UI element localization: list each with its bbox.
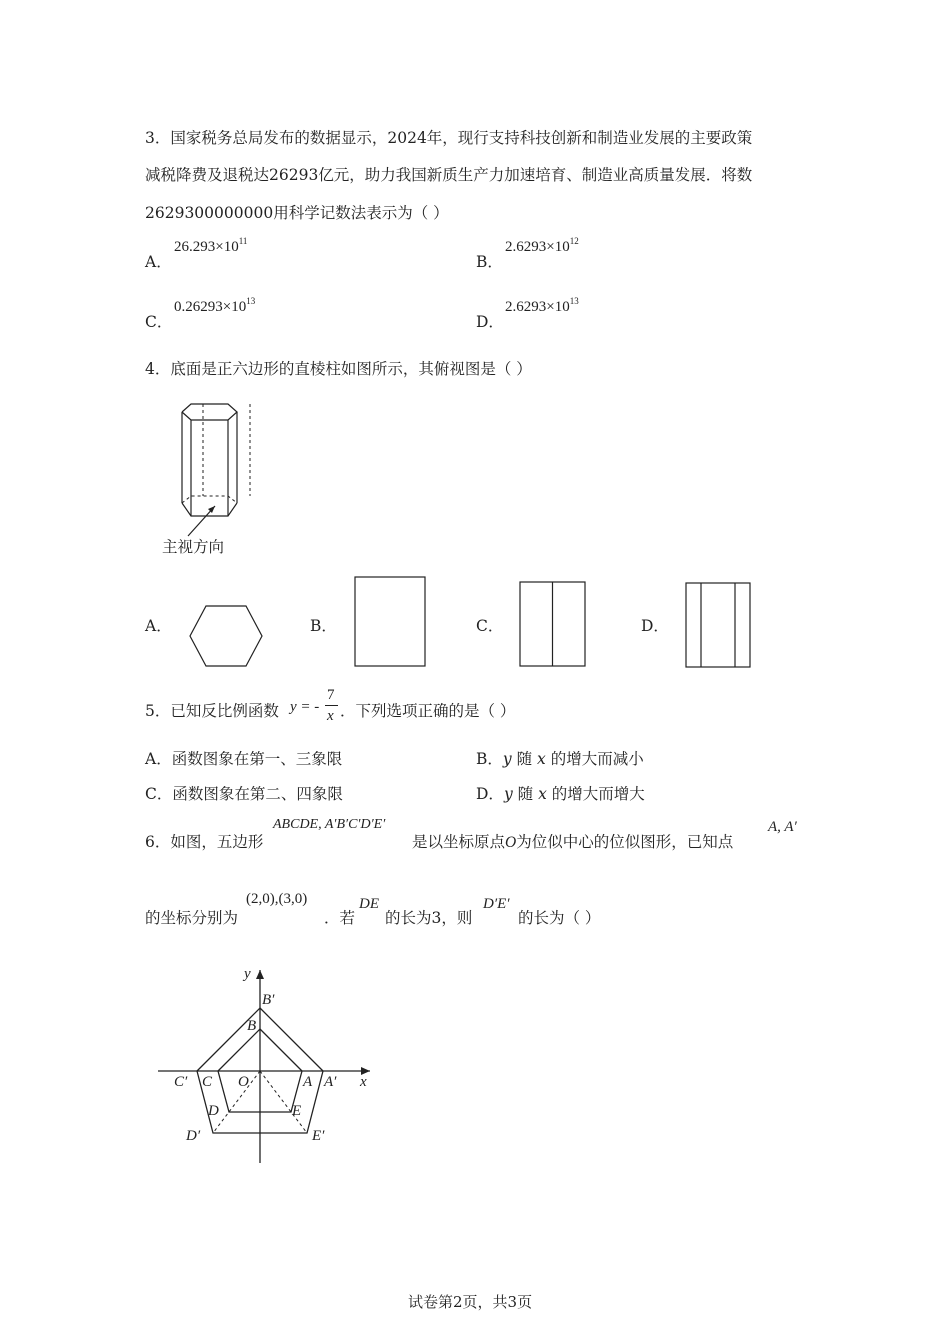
q5-option-c: C．函数图象在第二、四象限 — [145, 785, 343, 803]
fig-label-c-prime: C′ — [174, 1074, 188, 1090]
q5-stem-before: 5．已知反比例函数 — [145, 702, 279, 720]
q4-option-c-rectangle — [519, 581, 589, 671]
q6-points: A, A′ — [768, 819, 797, 835]
hexagonal-prism-figure — [170, 398, 290, 528]
fig-label-b: B — [247, 1018, 257, 1034]
q5-option-a: A．函数图象在第一、三象限 — [145, 750, 343, 768]
q4-option-a-label: A． — [145, 617, 172, 635]
q6-pentagons: ABCDE, A′B′C′D′E′ — [273, 817, 386, 832]
page-footer: 试卷第2页，共3页 — [408, 1293, 533, 1311]
q6-part-1: 6．如图，五边形 — [145, 833, 264, 851]
fig-label-e: E — [292, 1103, 302, 1119]
fig-label-e-prime: E′ — [312, 1128, 325, 1144]
q6-coords: (2,0),(3,0) — [246, 891, 308, 907]
fig-label-a-prime: A′ — [324, 1074, 337, 1090]
q4-option-b-label: B． — [310, 617, 337, 635]
q5-formula-lhs: y = - — [290, 699, 320, 715]
fig-label-d-prime: D′ — [186, 1128, 201, 1144]
q4-option-d-rectangle — [685, 582, 755, 672]
q5-option-b: B．y 随 x 的增大而减小 — [476, 750, 644, 768]
q3-option-c-value: $0.26293\times 10^{13}$ — [174, 296, 256, 315]
q6-part-6: 的长为3，则 — [385, 909, 473, 927]
q6-part-4: 的坐标分别为 — [145, 909, 239, 927]
q3-option-a-label: A． — [145, 253, 172, 271]
q6-part-5: ．若 — [324, 909, 356, 927]
q6-pentagon-figure — [150, 958, 390, 1178]
q5-numerator: 7 — [327, 687, 335, 703]
q6-seg-de-prime: D′E′ — [483, 896, 510, 912]
q5-fraction-bar — [325, 705, 338, 706]
q3-option-b-label: B． — [476, 253, 503, 271]
fig-label-y: y — [244, 966, 251, 982]
q3-line-2: 减税降费及退税达26293亿元，助力我国新质生产力加速培育、制造业高质量发展．将数 — [145, 166, 753, 184]
fig-label-b-prime: B′ — [262, 992, 275, 1008]
q4-caption: 主视方向 — [162, 538, 225, 556]
q4-option-b-rectangle — [354, 576, 429, 671]
fig-label-x: x — [360, 1074, 367, 1090]
q3-option-c-label: C． — [145, 313, 173, 331]
q3-option-a-value: $26.293\times 10^{11}$ — [174, 236, 248, 255]
q3-line-1: 3．国家税务总局发布的数据显示，2024年，现行支持科技创新和制造业发展的主要政策 — [145, 129, 753, 147]
fig-label-a: A — [303, 1074, 313, 1090]
q3-option-d-label: D． — [476, 313, 504, 331]
q5-option-d: D．y 随 x 的增大而增大 — [476, 785, 645, 803]
q4-option-c-label: C． — [476, 617, 504, 635]
q3-option-d-value: $2.6293\times 10^{13}$ — [505, 296, 579, 315]
fig-label-o: O — [238, 1074, 249, 1090]
q5-denominator: x — [327, 708, 334, 724]
q3-line-3: 2629300000000用科学记数法表示为（ ） — [145, 204, 449, 222]
q4-option-a-hexagon — [188, 603, 268, 673]
q6-part-7: 的长为（ ） — [518, 909, 601, 927]
q6-part-2: 是以坐标原点O为位似中心的位似图形，已知点 — [412, 833, 734, 851]
q4-stem: 4．底面是正六边形的直棱柱如图所示，其俯视图是（ ） — [145, 360, 532, 378]
fig-label-d: D — [208, 1103, 219, 1119]
q6-seg-de: DE — [359, 896, 379, 912]
fig-label-c: C — [202, 1074, 213, 1090]
q3-option-b-value: $2.6293\times 10^{12}$ — [505, 236, 579, 255]
q4-option-d-label: D． — [641, 617, 669, 635]
q5-stem-after: ．下列选项正确的是（ ） — [340, 702, 516, 720]
